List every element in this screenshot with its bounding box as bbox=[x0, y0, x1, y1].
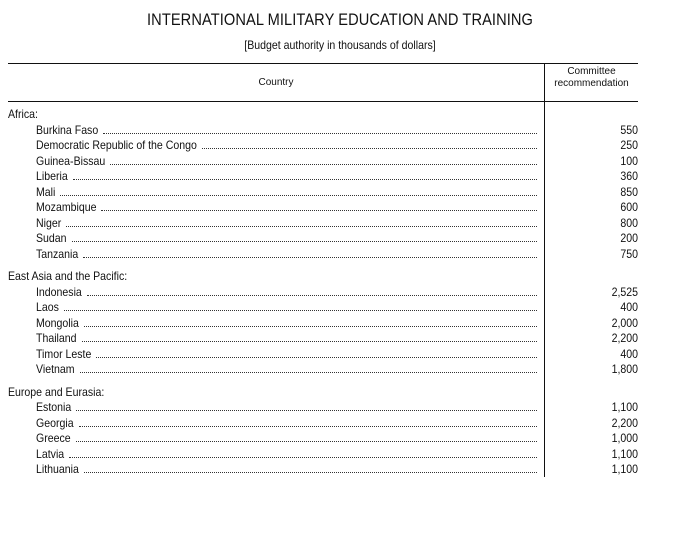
region-heading: Europe and Eurasia: bbox=[8, 384, 105, 399]
table-row bbox=[8, 447, 638, 463]
table-row bbox=[8, 431, 638, 447]
dot-leader bbox=[73, 179, 537, 180]
country-name: Democratic Republic of the Congo bbox=[36, 138, 197, 152]
dot-leader bbox=[82, 341, 538, 342]
table-row bbox=[8, 123, 638, 139]
table-row bbox=[8, 462, 638, 478]
recommendation-value: 2,000 bbox=[611, 315, 638, 330]
table-row bbox=[8, 216, 638, 232]
region-heading-row bbox=[8, 269, 638, 285]
recommendation-value: 850 bbox=[620, 184, 638, 199]
dot-leader bbox=[64, 310, 537, 311]
country-name: Liberia bbox=[36, 169, 68, 183]
recommendation-value: 400 bbox=[620, 300, 638, 314]
country-name: Mozambique bbox=[36, 200, 97, 214]
region-heading: East Asia and the Pacific: bbox=[8, 269, 128, 283]
column-header-recommendation-line2: recommendation bbox=[554, 78, 629, 89]
table-row bbox=[8, 347, 638, 363]
country-name: Timor Leste bbox=[36, 346, 92, 361]
dot-leader bbox=[84, 326, 537, 327]
dot-leader bbox=[76, 441, 537, 442]
country-name: Mongolia bbox=[36, 315, 79, 330]
recommendation-value: 800 bbox=[620, 215, 638, 230]
recommendation-value: 400 bbox=[620, 346, 638, 361]
country-name: Georgia bbox=[36, 415, 74, 430]
recommendation-value: 100 bbox=[620, 153, 638, 168]
table-body bbox=[8, 107, 638, 478]
dot-leader bbox=[101, 210, 537, 211]
country-name: Sudan bbox=[36, 231, 67, 245]
recommendation-value: 1,100 bbox=[611, 462, 638, 476]
recommendation-value: 200 bbox=[620, 231, 638, 245]
table-row bbox=[8, 200, 638, 216]
country-name: Laos bbox=[36, 300, 59, 314]
dot-leader bbox=[79, 426, 537, 427]
recommendation-value: 2,200 bbox=[611, 415, 638, 430]
document-title: INTERNATIONAL MILITARY EDUCATION AND TRAINING bbox=[147, 10, 533, 29]
dot-leader bbox=[84, 472, 537, 473]
country-name: Lithuania bbox=[36, 462, 79, 476]
dot-leader bbox=[96, 357, 537, 358]
dot-leader bbox=[66, 226, 537, 227]
recommendation-value: 2,200 bbox=[611, 331, 638, 345]
country-name: Guinea-Bissau bbox=[36, 153, 106, 168]
dot-leader bbox=[60, 195, 537, 196]
country-name: Tanzania bbox=[36, 246, 79, 261]
recommendation-value: 360 bbox=[620, 169, 638, 183]
table-row bbox=[8, 247, 638, 263]
table-row bbox=[8, 231, 638, 247]
recommendation-value: 250 bbox=[620, 138, 638, 152]
country-name: Burkina Faso bbox=[36, 122, 99, 137]
region-heading-row bbox=[8, 107, 638, 123]
table-row bbox=[8, 362, 638, 378]
country-name: Indonesia bbox=[36, 284, 82, 299]
dot-leader bbox=[69, 457, 537, 458]
country-name: Niger bbox=[36, 215, 62, 230]
dot-leader bbox=[87, 295, 537, 296]
table-row bbox=[8, 300, 638, 316]
dot-leader bbox=[83, 257, 537, 258]
column-header-country-label: Country bbox=[258, 76, 294, 88]
recommendation-value: 2,525 bbox=[611, 284, 638, 299]
region-heading-row bbox=[8, 385, 638, 401]
region-heading: Africa: bbox=[8, 107, 38, 121]
table-row bbox=[8, 138, 638, 154]
country-name: Latvia bbox=[36, 446, 65, 461]
country-name: Thailand bbox=[36, 331, 77, 345]
table-row bbox=[8, 285, 638, 301]
dot-leader bbox=[110, 164, 537, 165]
table-row bbox=[8, 331, 638, 347]
table-row bbox=[8, 416, 638, 432]
column-header-recommendation-line1: Committee bbox=[567, 66, 616, 77]
recommendation-value: 600 bbox=[620, 200, 638, 214]
recommendation-value: 1,800 bbox=[611, 362, 638, 376]
table-row bbox=[8, 154, 638, 170]
table-row bbox=[8, 400, 638, 416]
table-row bbox=[8, 185, 638, 201]
dot-leader bbox=[80, 372, 537, 373]
table-row bbox=[8, 169, 638, 185]
column-header-recommendation bbox=[545, 66, 638, 90]
recommendation-value: 550 bbox=[620, 122, 638, 137]
table-row bbox=[8, 316, 638, 332]
country-name: Estonia bbox=[36, 400, 72, 414]
region-spacer bbox=[8, 378, 638, 385]
column-header-country bbox=[8, 63, 544, 101]
recommendation-value: 1,000 bbox=[611, 431, 638, 445]
country-name: Vietnam bbox=[36, 362, 75, 376]
dot-leader bbox=[72, 241, 537, 242]
recommendation-value: 1,100 bbox=[611, 400, 638, 414]
dot-leader bbox=[103, 133, 537, 134]
document-subtitle: [Budget authority in thousands of dollars] bbox=[244, 38, 436, 52]
country-name: Greece bbox=[36, 431, 71, 445]
dot-leader bbox=[202, 148, 537, 149]
recommendation-value: 1,100 bbox=[611, 446, 638, 461]
recommendation-value: 750 bbox=[620, 246, 638, 261]
country-name: Mali bbox=[36, 184, 56, 199]
region-spacer bbox=[8, 262, 638, 269]
dot-leader bbox=[76, 410, 537, 411]
